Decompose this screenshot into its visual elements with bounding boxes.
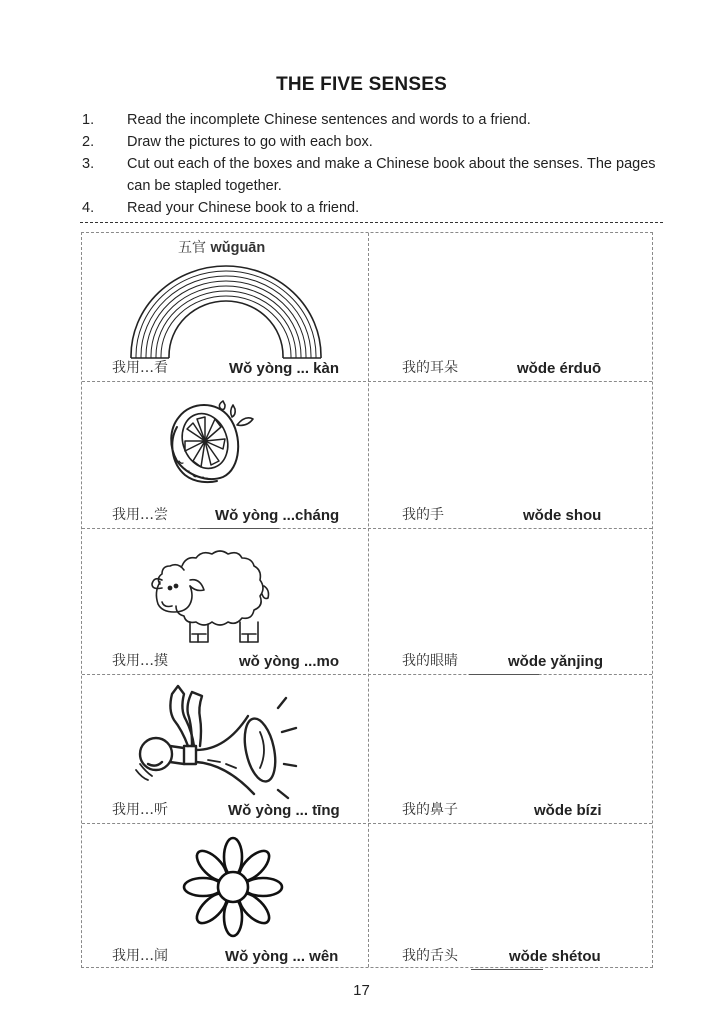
word-chinese: 我的鼻子 <box>402 802 458 818</box>
word-pinyin: wǒde bízi <box>534 802 602 819</box>
card-hear <box>82 674 368 823</box>
sentence-chinese: 我用…听 <box>112 802 168 818</box>
card-eyes <box>368 528 654 674</box>
rainbow-icon <box>131 266 321 358</box>
word-chinese: 我的眼睛 <box>402 653 458 669</box>
word-chinese: 我的舌头 <box>402 948 458 964</box>
card-touch <box>82 528 368 674</box>
flower-icon <box>188 839 278 939</box>
card-smell <box>82 823 368 969</box>
word-chinese: 我的耳朵 <box>402 360 458 376</box>
sentence-pinyin: Wǒ yòng ...cháng <box>215 507 340 524</box>
instruction-number: 2. <box>82 134 95 150</box>
instruction-number: 4. <box>82 200 95 216</box>
sheep-icon <box>140 548 280 648</box>
card-nose <box>368 674 654 823</box>
word-pinyin: wǒde yǎnjing <box>508 653 604 670</box>
instruction-text: Read your Chinese book to a friend. <box>127 200 360 216</box>
header-chinese: 五官 <box>178 240 206 256</box>
word-chinese: 我的手 <box>402 507 444 523</box>
sentence-pinyin: Wǒ yòng ... tīng <box>228 802 340 819</box>
page-title: THE FIVE SENSES <box>276 74 447 95</box>
instruction-text: Read the incomplete Chinese sentences and words to a friend. <box>127 112 531 128</box>
sentence-chinese: 我用…闻 <box>112 948 168 964</box>
sentence-pinyin: Wǒ yòng ... kàn <box>229 360 340 377</box>
card-header <box>178 237 265 257</box>
horn-icon <box>134 680 300 790</box>
cut-line-divider <box>80 222 663 223</box>
sentence-pinyin: wǒ yòng ...mo <box>239 653 339 670</box>
word-pinyin: wǒde shou <box>523 507 602 524</box>
instruction-item <box>82 153 682 197</box>
instructions-list <box>82 109 682 219</box>
sentence-chinese: 我用…尝 <box>112 507 168 523</box>
header-pinyin: wǔguān <box>210 240 266 256</box>
card-taste <box>82 381 368 528</box>
sentence-pinyin: Wǒ yòng ... wên <box>225 948 339 965</box>
lemon-icon <box>167 397 267 485</box>
card-tongue <box>368 823 654 969</box>
instruction-number: 1. <box>82 112 95 128</box>
sentence-chinese: 我用…看 <box>112 360 168 376</box>
card-ears <box>368 233 654 381</box>
instruction-text: Draw the pictures to go with each box. <box>127 134 373 150</box>
instruction-item <box>82 197 682 219</box>
instruction-item <box>82 109 682 131</box>
instruction-text: Cut out each of the boxes and make a Chinese book about the senses. The pages can be stapled together. <box>127 156 656 194</box>
card-hands <box>368 381 654 528</box>
cutout-grid <box>81 232 653 968</box>
word-pinyin: wǒde shétou <box>509 948 601 965</box>
answer-underline <box>471 969 543 970</box>
word-pinyin: wǒde érduō <box>517 360 602 377</box>
instruction-number: 3. <box>82 156 95 172</box>
page-number: 17 <box>353 982 370 999</box>
instruction-item <box>82 131 682 153</box>
sentence-chinese: 我用…摸 <box>112 653 168 669</box>
card-see <box>82 233 368 381</box>
